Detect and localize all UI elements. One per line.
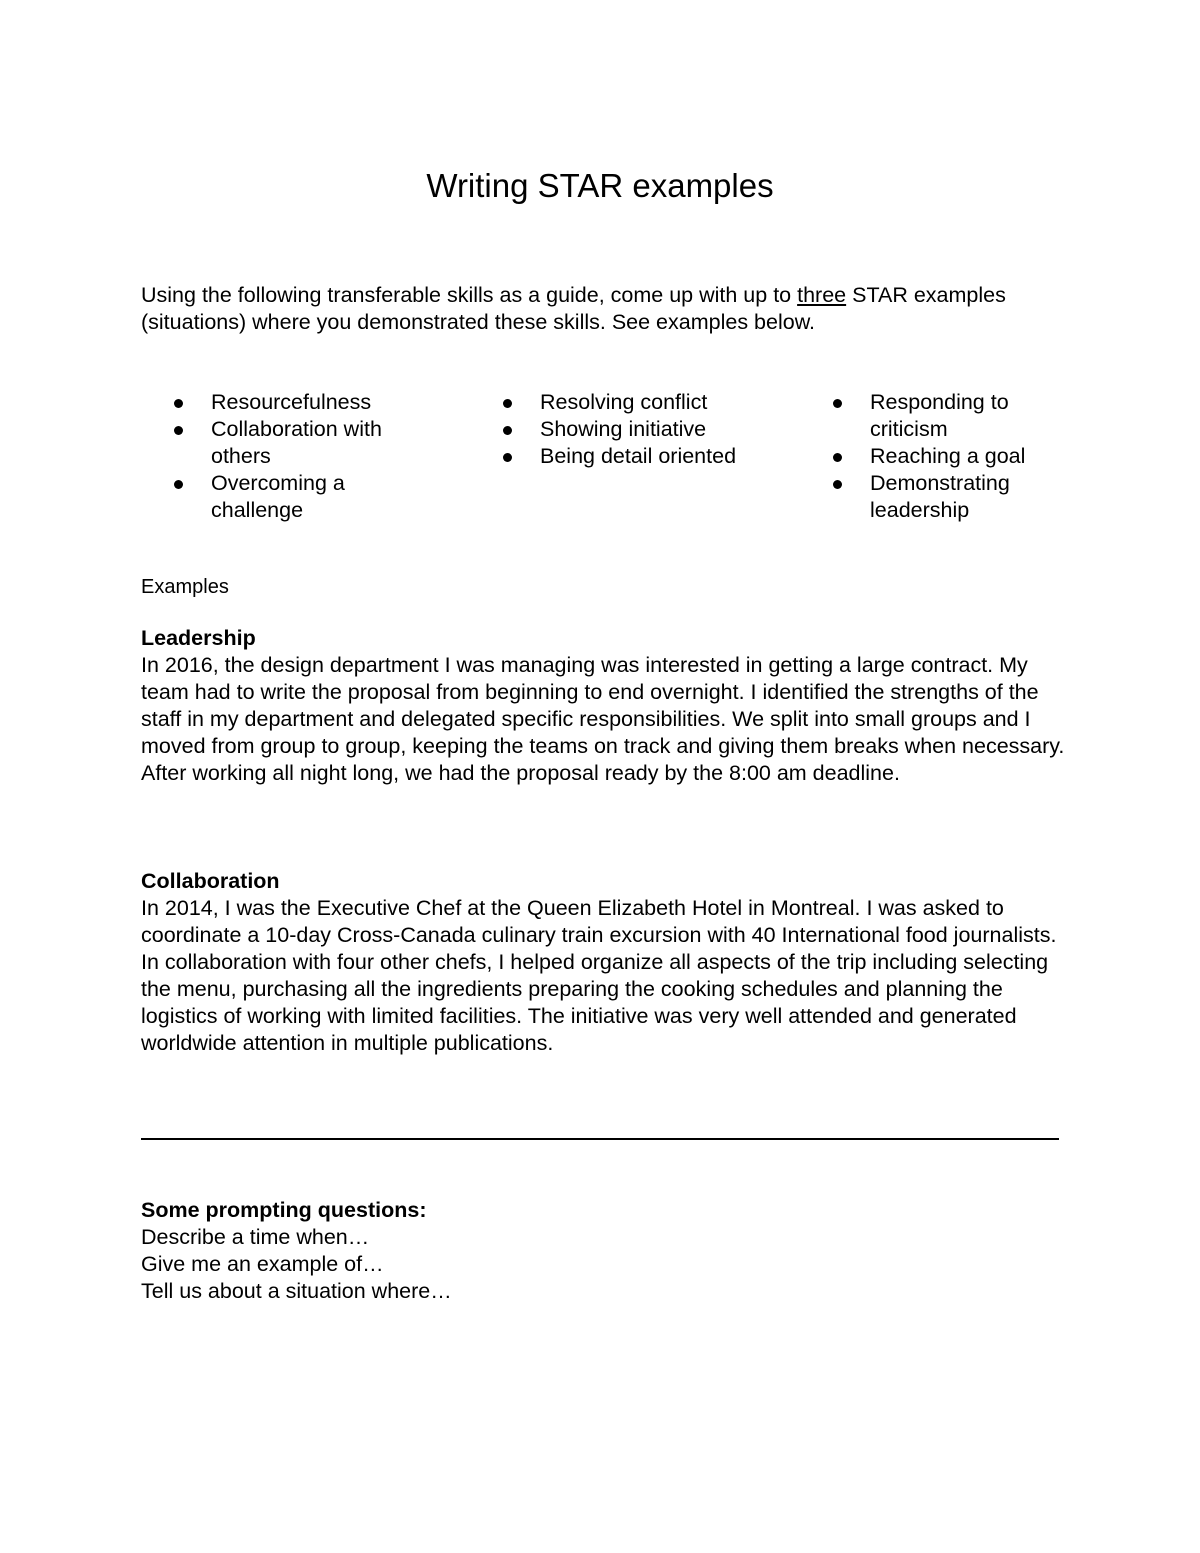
example-leadership: [141, 625, 1066, 787]
intro-emphasis: three: [797, 283, 847, 307]
example-heading: Leadership: [141, 626, 256, 650]
example-body: In 2016, the design department I was managing was interested in getting a large contract. My team had to write the proposal from beginning to end overnight. I identified the strengths of the staff in my department and delegated specific responsibilities. We split into small groups and I moved from group to group, keeping the teams on track and giving them breaks when necessary. After working all night long, we had the proposal ready by the 8:00 am deadline.: [141, 653, 1065, 785]
skill-item: [870, 443, 1070, 470]
skill-item: [870, 389, 1070, 443]
skill-item: [211, 389, 441, 416]
example-collaboration: [141, 868, 1066, 1057]
examples-label: Examples: [141, 576, 229, 598]
bullet-icon: [503, 399, 512, 408]
example-body: In 2014, I was the Executive Chef at the Queen Elizabeth Hotel in Montreal. I was asked to coordinate a 10-day Cross-Canada culinary train excursion with 40 International food journalists. In collaboration with four other chefs, I helped organize all aspects of the trip including selecting the menu, purchasing all the ingredients preparing the cooking schedules and planning the logistics of working with limited facilities. The initiative was very well attended and generated worldwide attention in multiple publications.: [141, 896, 1057, 1055]
bullet-icon: [833, 453, 842, 462]
skill-item: [540, 443, 770, 470]
skill-label: Reaching a goal: [870, 444, 1026, 468]
intro-text-start: Using the following transferable skills as a guide, come up with up to: [141, 283, 798, 307]
prompt-line: Tell us about a situation where…: [141, 1279, 452, 1303]
bullet-icon: [833, 399, 842, 408]
bullet-icon: [503, 453, 512, 462]
skill-item: [540, 389, 770, 416]
horizontal-divider: [141, 1138, 1059, 1140]
bullet-icon: [174, 480, 183, 489]
skill-item: [211, 470, 441, 524]
document-title: Writing STAR examples: [426, 167, 774, 204]
skill-label: Showing initiative: [540, 417, 707, 441]
intro-paragraph: [141, 282, 1061, 336]
skill-label: Resourcefulness: [211, 390, 372, 414]
skills-list-column-2: [540, 389, 770, 470]
bullet-icon: [503, 426, 512, 435]
prompt-line: Give me an example of…: [141, 1252, 384, 1276]
skill-label: Collaboration with others: [211, 417, 382, 468]
prompt-line: Describe a time when…: [141, 1225, 370, 1249]
bullet-icon: [174, 426, 183, 435]
skill-label: Responding to criticism: [870, 390, 1009, 441]
skills-list-column-3: [870, 389, 1070, 524]
example-heading: Collaboration: [141, 869, 280, 893]
skill-label: Demonstrating leadership: [870, 471, 1010, 522]
intro-text-end: STAR examples (situations) where you demonstrated these skills. See examples below.: [141, 283, 1006, 334]
skill-item: [211, 416, 441, 470]
skill-item: [870, 470, 1070, 524]
skill-label: Being detail oriented: [540, 444, 737, 468]
skill-item: [540, 416, 770, 443]
bullet-icon: [174, 399, 183, 408]
prompts-heading: Some prompting questions:: [141, 1198, 427, 1222]
bullet-icon: [833, 480, 842, 489]
skill-label: Overcoming a challenge: [211, 471, 345, 522]
skills-list-column-1: [211, 389, 441, 524]
prompting-questions: [141, 1197, 1041, 1305]
skill-label: Resolving conflict: [540, 390, 708, 414]
